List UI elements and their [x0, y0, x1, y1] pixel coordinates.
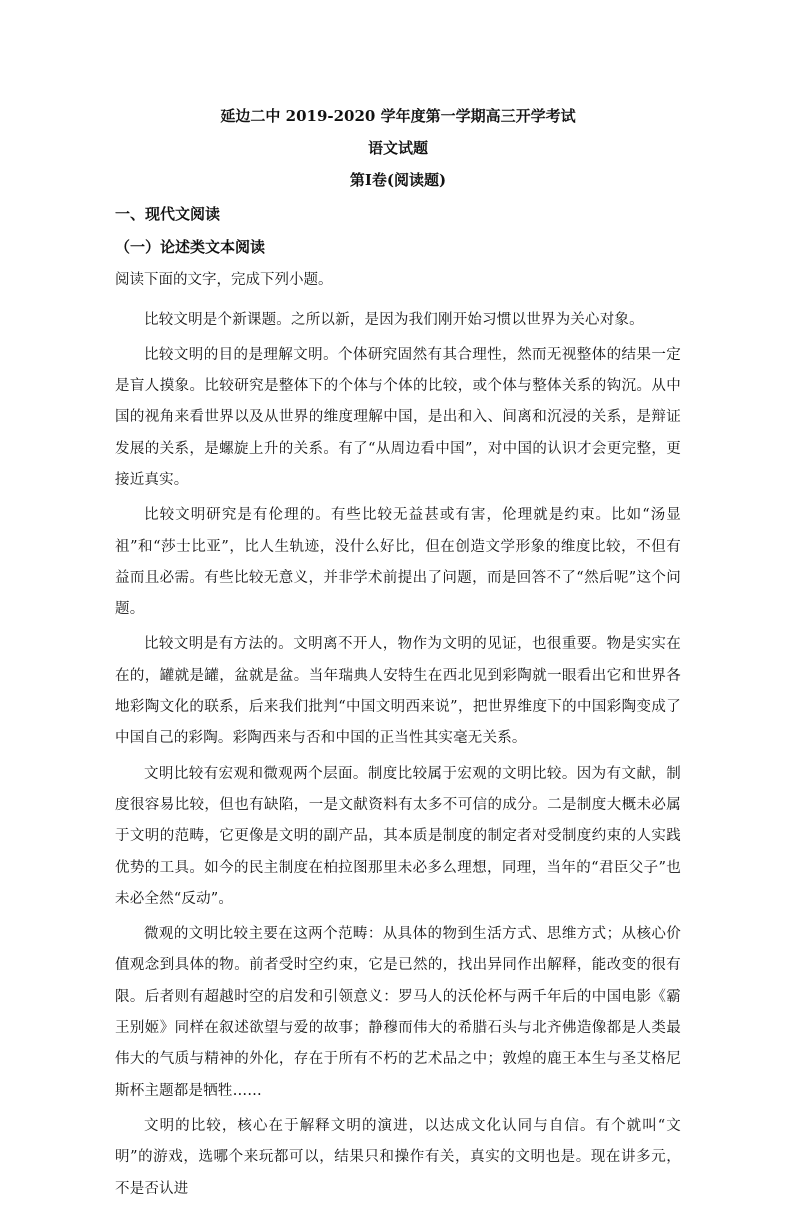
paragraph: 文明的比较，核心在于解释文明的演进，以达成文化认同与自信。有个就叫“文明”的游戏，选哪个来玩都可以，结果只和操作有关，真实的文明也是。现在讲多元，不是否认进 [115, 1117, 681, 1197]
paragraph: 微观的文明比较主要在这两个范畴：从具体的物到生活方式、思维方式；从核心价值观念到具体的物。前者受时空约束，它是已然的，找出异同作出解释，能改变的很有限。后者则有超越时空的启发和引领意义：罗马人的沃伦杯与两千年后的中国电影《霸王别姬》同样在叙述欲望与爱的故事；静穆而伟大的希腊石头与北齐佛造像都是人类最伟大的气质与精神的外化，存在于所有不朽的艺术品之中；敦煌的鹿王本生与圣艾格尼斯杯主题都是牺牲…… [115, 926, 681, 1099]
paragraph: 比较文明是个新课题。之所以新，是因为我们刚开始习惯以世界为关心对象。 [144, 311, 644, 328]
reading-instruction: 阅读下面的文字，完成下列小题。 [115, 272, 333, 288]
document-page [115, 96, 681, 1205]
paragraph: 比较文明是有方法的。文明离不开人，物作为文明的见证，也很重要。物是实实在在的，罐就是罐，盆就是盆。当年瑞典人安特生在西北见到彩陶就一眼看出它和世界各地彩陶文化的联系，后来我们批判“中国文明西来说”，把世界维度下的中国彩陶变成了中国自己的彩陶。彩陶西来与否和中国的正当性其实毫无关系。 [115, 636, 681, 747]
exam-title: 延边二中 2019-2020 学年度第一学期高三开学考试 [220, 107, 576, 125]
paragraph: 文明比较有宏观和微观两个层面。制度比较属于宏观的文明比较。因为有文献，制度很容易比较，但也有缺陷，一是文献资料有太多不可信的成分。二是制度大概未必属于文明的范畴，它更像是文明的副产品，其本质是制度的制定者对受制度约束的人实践优势的工具。如今的民主制度在柏拉图那里未必多么理想，同理，当年的“君臣父子”也未必全然“反动”。 [115, 765, 681, 907]
volume-heading: 第Ⅰ卷(阅读题) [349, 171, 447, 189]
subsection-heading: （一）论述类文本阅读 [115, 238, 266, 256]
paragraph: 比较文明的目的是理解文明。个体研究固然有其合理性，然而无视整体的结果一定是盲人摸象。比较研究是整体下的个体与个体的比较，或个体与整体关系的钩沉。从中国的视角来看世界以及从世界的维度理解中国，是出和入、间离和沉浸的关系，是辩证发展的关系，是螺旋上升的关系。有了“从周边看中国”，对中国的认识才会更完整，更接近真实。 [115, 346, 681, 488]
exam-subtitle: 语文试题 [367, 139, 428, 157]
section-heading: 一、现代文阅读 [115, 205, 221, 223]
paragraph: 比较文明研究是有伦理的。有些比较无益甚或有害，伦理就是约束。比如“汤显祖”和“莎士比亚”，比人生轨迹，没什么好比，但在创造文学形象的维度比较，不但有益而且必需。有些比较无意义，并非学术前提出了问题，而是回答不了“然后呢”这个问题。 [115, 507, 681, 618]
